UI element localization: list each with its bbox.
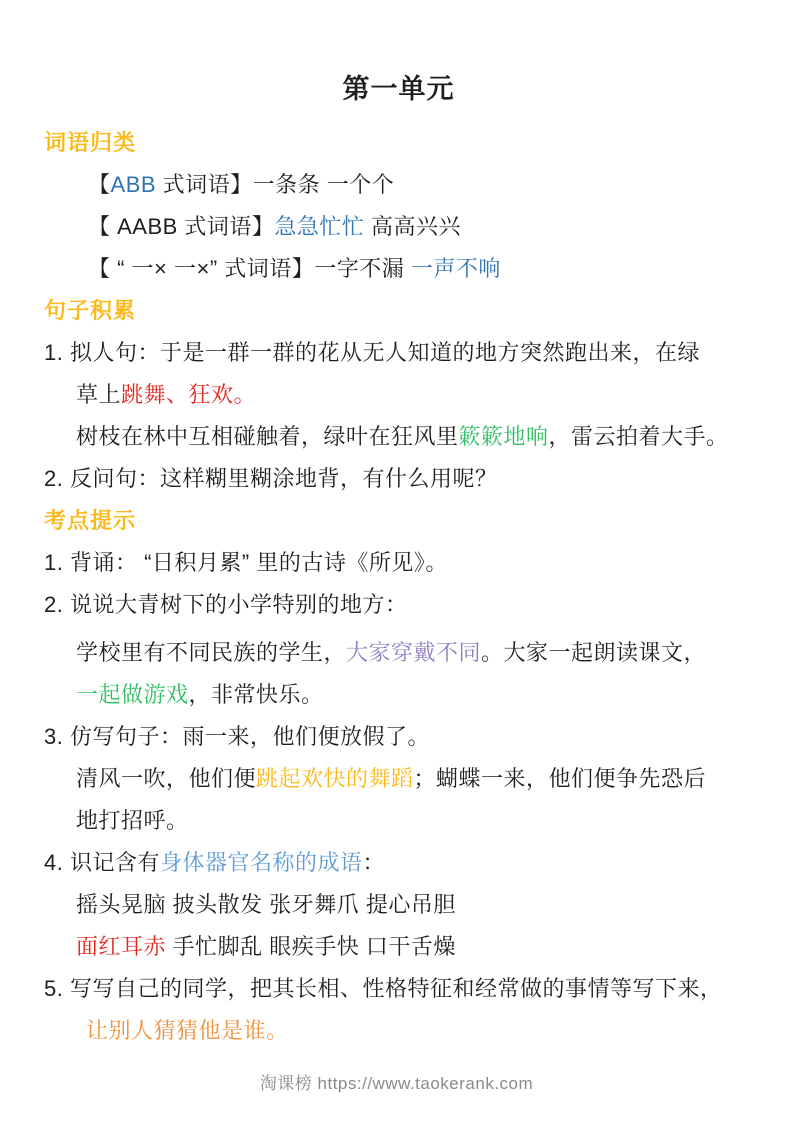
text-segment: 。大家一起朗读课文， [481,640,707,665]
text-segment: 【 AABB 式词语】 [88,214,275,239]
text-line [44,674,753,716]
text-segment: 2. 反问句：这样糊里糊涂地背，有什么用呢？ [44,466,498,491]
text-segment: 跳舞、狂欢。 [121,382,257,407]
text-segment: ，非常快乐。 [188,682,324,707]
section-heading [44,290,753,332]
text-segment: 【 “ 一× 一×” 式词语】一字不漏 [88,256,411,281]
text-segment: 身体器官名称的成语 [159,850,363,875]
text-segment: 跳起欢快的舞蹈 [256,766,414,791]
text-segment: 清风一吹，他们便 [76,766,257,791]
text-segment: 面红耳赤 [76,934,167,959]
text-segment: 学校里有不同民族的学生， [76,640,347,665]
text-segment: ： [362,850,385,875]
text-segment: 树枝在林中互相碰触着，绿叶在狂风里 [76,424,459,449]
text-line [44,1010,753,1052]
text-line [44,206,753,248]
text-segment: 1. 背诵： “日积月累” 里的古诗《所见》。 [44,550,448,575]
text-segment: 高高兴兴 [364,214,462,239]
text-line [44,842,753,884]
text-segment: 急急忙忙 [274,214,365,239]
text-segment: 让别人猜猜他是谁。 [86,1018,289,1043]
text-line [44,458,753,500]
text-line [44,716,753,758]
text-segment: 手忙脚乱 眼疾手快 口干舌燥 [166,934,456,959]
text-line [44,758,753,800]
text-segment: 3. 仿写句子：雨一来，他们便放假了。 [44,724,430,749]
text-line [44,800,753,842]
text-segment: 一声不响 [410,256,501,281]
text-segment: ，雷云拍着大手。 [548,424,729,449]
text-segment: 考点提示 [44,508,137,533]
text-segment: 4. 识记含有 [44,850,160,875]
text-line [44,374,753,416]
text-segment: 词语归类 [44,130,137,155]
text-line [44,584,753,626]
text-segment: 2. 说说大青树下的小学特别的地方： [44,592,408,617]
text-segment: 式词语】一条条 一个个 [156,172,395,197]
text-segment: 摇头晃脑 披头散发 张牙舞爪 提心吊胆 [76,892,456,917]
text-line [44,926,753,968]
text-segment: 1. 拟人句：于是一群一群的花从无人知道的地方突然跑出来，在绿 [44,340,700,365]
text-segment: 簌簌地响 [458,424,549,449]
text-segment: 5. 写写自己的同学，把其长相、性格特征和经常做的事情等写下来， [44,976,723,1001]
page-title: 第一单元 [342,74,455,104]
text-line [44,248,753,290]
document-body [44,122,753,1052]
text-line [44,884,753,926]
text-line [44,332,753,374]
text-segment: 大家穿戴不同 [346,640,482,665]
text-line [44,632,753,674]
text-line [44,164,753,206]
page-footer: 淘课榜 https://www.taokerank.com [259,1074,534,1093]
text-segment: ；蝴蝶一来，他们便争先恐后 [413,766,707,791]
section-heading [44,122,753,164]
text-segment: 一起做游戏 [76,682,189,707]
text-segment: 【 [88,172,111,197]
section-heading [44,500,753,542]
text-segment: ABB [110,172,157,197]
text-segment: 草上 [76,382,122,407]
text-segment: 地打招呼。 [76,808,189,833]
text-line [44,416,753,458]
text-segment: 句子积累 [44,298,137,323]
text-line [44,968,753,1010]
text-line [44,542,753,584]
